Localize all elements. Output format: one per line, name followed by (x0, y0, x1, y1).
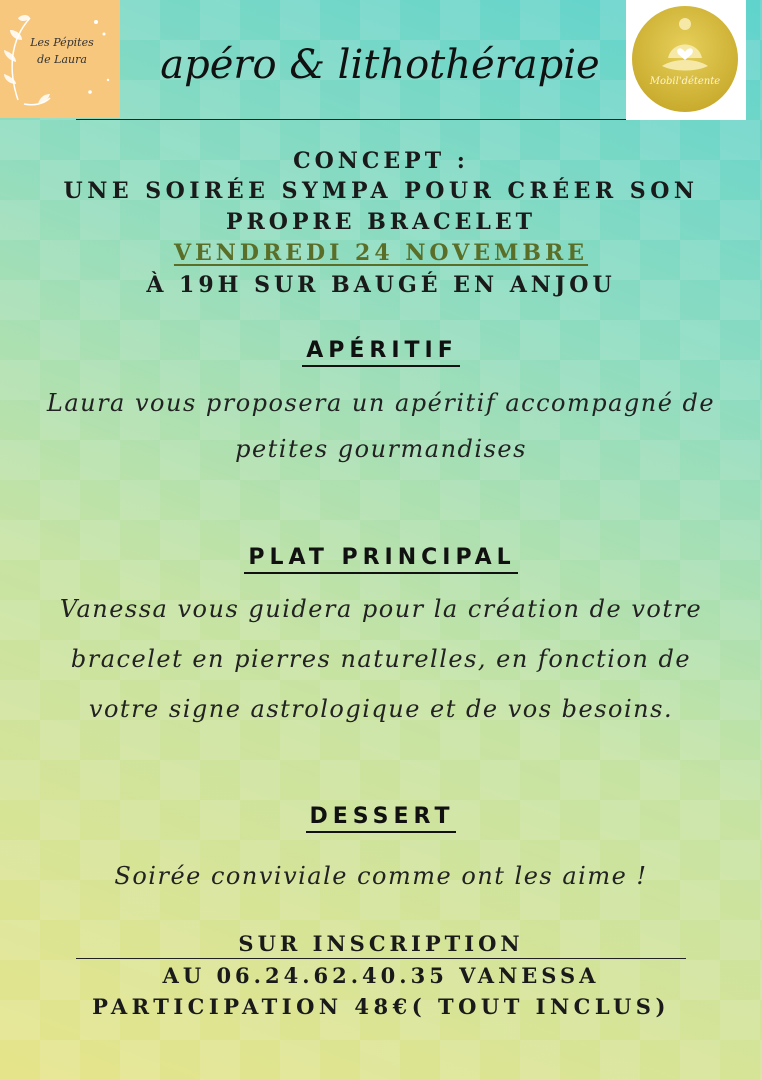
plat-line1: Vanessa vous guidera pour la création de votre (59, 595, 703, 623)
title-underline (76, 119, 626, 120)
dessert-heading: DESSERT (306, 804, 457, 833)
concept-line2: UNE SOIRÉE SYMPA POUR CRÉER SON (63, 178, 699, 204)
footer-price: PARTICIPATION 48€( TOUT INCLUS) (92, 994, 670, 1019)
footer-phone: AU 06.24.62.40.35 VANESSA (162, 963, 600, 988)
dessert-heading-wrapper (0, 802, 762, 832)
logo-right-text: Mobil'détente (649, 76, 721, 87)
concept-line1: CONCEPT : (293, 148, 469, 174)
page-title: apéro & lithothérapie (160, 42, 600, 88)
plat-line2: bracelet en pierres naturelles, en fonction de (70, 645, 692, 673)
plat-heading: PLAT PRINCIPAL (244, 545, 517, 574)
logo-les-pepites-de-laura (0, 0, 120, 118)
meditation-heart-icon (626, 0, 744, 118)
footer-rule (76, 958, 686, 959)
event-date: VENDREDI 24 NOVEMBRE (173, 240, 589, 266)
aperitif-line1: Laura vous proposera un apéritif accompagné de (46, 389, 716, 417)
logo-left-text (22, 34, 102, 68)
logo-left-text-line2: de Laura (37, 53, 87, 66)
footer-inscription: SUR INSCRIPTION (238, 931, 524, 956)
concept-line3: PROPRE BRACELET (225, 209, 537, 235)
logo-mobil-detente (626, 0, 746, 120)
plat-line3: votre signe astrologique et de vos besoins. (88, 695, 674, 723)
aperitif-line2: petites gourmandises (235, 435, 527, 463)
dessert-line1: Soirée conviviale comme ont les aime ! (114, 862, 648, 890)
event-date-wrapper (0, 238, 762, 268)
logo-left-text-line1: Les Pépites (30, 36, 94, 49)
aperitif-heading: APÉRITIF (302, 338, 460, 367)
aperitif-heading-wrapper (0, 336, 762, 366)
event-time-place: À 19H SUR BAUGÉ EN ANJOU (146, 272, 616, 298)
plat-heading-wrapper (0, 543, 762, 573)
